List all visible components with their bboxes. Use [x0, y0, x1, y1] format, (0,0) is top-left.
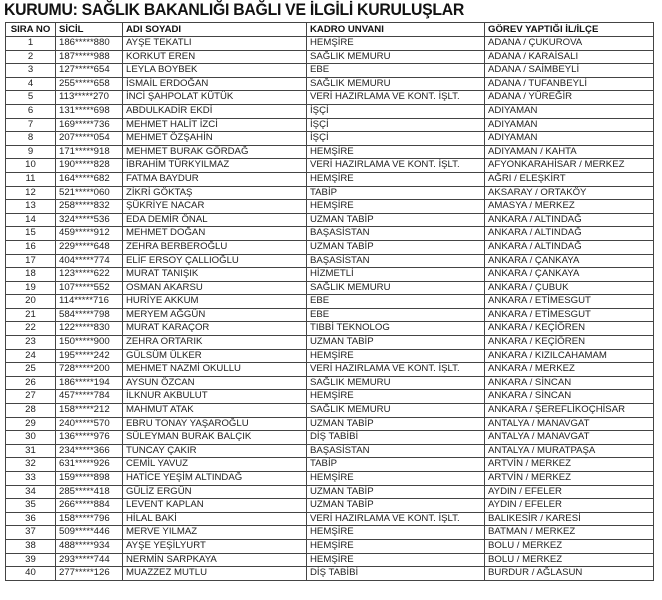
cell-gorev-yeri: ADIYAMAN [485, 104, 654, 118]
cell-kadro-unvani: HEMŞİRE [307, 349, 485, 363]
header-sicil: SİCİL [56, 23, 123, 37]
cell-sira-no: 20 [6, 295, 56, 309]
cell-gorev-yeri: BALIKESİR / KARESİ [485, 512, 654, 526]
table-row [6, 254, 654, 268]
cell-sicil: 207*****054 [56, 132, 123, 146]
table-row [6, 336, 654, 350]
cell-sira-no: 3 [6, 64, 56, 78]
cell-sira-no: 38 [6, 539, 56, 553]
table-row [6, 349, 654, 363]
table-row [6, 499, 654, 513]
cell-adi-soyadi: ŞÜKRİYE NACAR [123, 200, 307, 214]
cell-sicil: 107*****552 [56, 281, 123, 295]
cell-sicil: 122*****830 [56, 322, 123, 336]
cell-sira-no: 30 [6, 431, 56, 445]
cell-sicil: 127*****654 [56, 64, 123, 78]
table-row [6, 567, 654, 581]
cell-sira-no: 8 [6, 132, 56, 146]
cell-gorev-yeri: AYDIN / EFELER [485, 485, 654, 499]
cell-gorev-yeri: ANKARA / ÇANKAYA [485, 254, 654, 268]
cell-sira-no: 11 [6, 172, 56, 186]
cell-kadro-unvani: EBE [307, 308, 485, 322]
cell-kadro-unvani: VERİ HAZIRLAMA VE KONT. İŞLT. [307, 363, 485, 377]
table-row [6, 472, 654, 486]
cell-sicil: 186*****194 [56, 376, 123, 390]
cell-kadro-unvani: HEMŞİRE [307, 172, 485, 186]
table-row [6, 77, 654, 91]
table-row [6, 64, 654, 78]
cell-sicil: 459*****912 [56, 227, 123, 241]
cell-sicil: 728*****200 [56, 363, 123, 377]
cell-adi-soyadi: FATMA BAYDUR [123, 172, 307, 186]
table-row [6, 118, 654, 132]
cell-sira-no: 21 [6, 308, 56, 322]
cell-adi-soyadi: ELİF ERSOY ÇALLIOĞLU [123, 254, 307, 268]
cell-kadro-unvani: EBE [307, 64, 485, 78]
cell-adi-soyadi: AYŞE YEŞİLYURT [123, 539, 307, 553]
cell-sicil: 187*****988 [56, 50, 123, 64]
cell-gorev-yeri: ANKARA / ALTINDAĞ [485, 240, 654, 254]
cell-sira-no: 17 [6, 254, 56, 268]
cell-gorev-yeri: ANKARA / ALTINDAĞ [485, 227, 654, 241]
cell-sira-no: 4 [6, 77, 56, 91]
cell-sira-no: 5 [6, 91, 56, 105]
table-row [6, 431, 654, 445]
cell-gorev-yeri: ARTVİN / MERKEZ [485, 472, 654, 486]
cell-kadro-unvani: SAĞLIK MEMURU [307, 404, 485, 418]
cell-sira-no: 35 [6, 499, 56, 513]
cell-gorev-yeri: ADIYAMAN [485, 132, 654, 146]
cell-gorev-yeri: AFYONKARAHİSAR / MERKEZ [485, 159, 654, 173]
cell-sira-no: 12 [6, 186, 56, 200]
cell-sicil: 521*****060 [56, 186, 123, 200]
cell-sicil: 240*****570 [56, 417, 123, 431]
cell-adi-soyadi: NERMİN SARPKAYA [123, 553, 307, 567]
cell-gorev-yeri: ANKARA / SİNCAN [485, 390, 654, 404]
table-row [6, 145, 654, 159]
cell-kadro-unvani: VERİ HAZIRLAMA VE KONT. İŞLT. [307, 91, 485, 105]
cell-kadro-unvani: HEMŞİRE [307, 526, 485, 540]
table-row [6, 458, 654, 472]
cell-sicil: 457*****784 [56, 390, 123, 404]
cell-gorev-yeri: ANKARA / ETİMESGUT [485, 295, 654, 309]
cell-gorev-yeri: ANKARA / KEÇİÖREN [485, 336, 654, 350]
cell-sicil: 190*****828 [56, 159, 123, 173]
table-row [6, 268, 654, 282]
cell-gorev-yeri: BURDUR / AĞLASUN [485, 567, 654, 581]
cell-adi-soyadi: OSMAN AKARSU [123, 281, 307, 295]
cell-sicil: 131*****698 [56, 104, 123, 118]
cell-sira-no: 24 [6, 349, 56, 363]
table-row [6, 444, 654, 458]
cell-adi-soyadi: ZİKRİ GÖKTAŞ [123, 186, 307, 200]
cell-gorev-yeri: ANTALYA / MANAVGAT [485, 431, 654, 445]
cell-sicil: 195*****242 [56, 349, 123, 363]
cell-sicil: 114*****716 [56, 295, 123, 309]
cell-adi-soyadi: MEHMET ÖZŞAHİN [123, 132, 307, 146]
cell-sicil: 113*****270 [56, 91, 123, 105]
personnel-table [5, 22, 654, 581]
cell-sira-no: 16 [6, 240, 56, 254]
cell-kadro-unvani: HEMŞİRE [307, 553, 485, 567]
cell-kadro-unvani: UZMAN TABİP [307, 417, 485, 431]
table-row [6, 200, 654, 214]
cell-kadro-unvani: BAŞASİSTAN [307, 444, 485, 458]
cell-adi-soyadi: HURİYE AKKUM [123, 295, 307, 309]
cell-kadro-unvani: VERİ HAZIRLAMA VE KONT. İŞLT. [307, 512, 485, 526]
cell-adi-soyadi: CEMİL YAVUZ [123, 458, 307, 472]
cell-adi-soyadi: MERVE YILMAZ [123, 526, 307, 540]
table-row [6, 376, 654, 390]
cell-adi-soyadi: ZEHRA ORTARIK [123, 336, 307, 350]
cell-sicil: 150*****900 [56, 336, 123, 350]
table-row [6, 485, 654, 499]
cell-adi-soyadi: LEVENT KAPLAN [123, 499, 307, 513]
cell-gorev-yeri: BOLU / MERKEZ [485, 553, 654, 567]
cell-kadro-unvani: HEMŞİRE [307, 37, 485, 51]
cell-sicil: 509*****446 [56, 526, 123, 540]
table-row [6, 295, 654, 309]
header-adi-soyadi: ADI SOYADI [123, 23, 307, 37]
table-row [6, 417, 654, 431]
cell-kadro-unvani: HEMŞİRE [307, 472, 485, 486]
cell-sicil: 255*****658 [56, 77, 123, 91]
cell-adi-soyadi: İLKNUR AKBULUT [123, 390, 307, 404]
cell-adi-soyadi: SÜLEYMAN BURAK BALÇIK [123, 431, 307, 445]
cell-kadro-unvani: İŞÇİ [307, 132, 485, 146]
cell-sicil: 258*****832 [56, 200, 123, 214]
cell-kadro-unvani: HEMŞİRE [307, 390, 485, 404]
cell-kadro-unvani: VERİ HAZIRLAMA VE KONT. İŞLT. [307, 159, 485, 173]
header-sira-no: SIRA NO [6, 23, 56, 37]
cell-adi-soyadi: İNCİ ŞAHPOLAT KÜTÜK [123, 91, 307, 105]
table-body [6, 37, 654, 581]
cell-adi-soyadi: MAHMUT ATAK [123, 404, 307, 418]
cell-sira-no: 32 [6, 458, 56, 472]
table-row [6, 404, 654, 418]
cell-sira-no: 26 [6, 376, 56, 390]
cell-adi-soyadi: TUNCAY ÇAKIR [123, 444, 307, 458]
cell-adi-soyadi: ABDULKADİR EKDİ [123, 104, 307, 118]
cell-gorev-yeri: ADANA / TUFANBEYLİ [485, 77, 654, 91]
cell-sira-no: 37 [6, 526, 56, 540]
cell-adi-soyadi: MERYEM AĞGÜN [123, 308, 307, 322]
table-row [6, 322, 654, 336]
cell-sira-no: 23 [6, 336, 56, 350]
cell-gorev-yeri: ADANA / SAİMBEYLİ [485, 64, 654, 78]
cell-sira-no: 25 [6, 363, 56, 377]
cell-kadro-unvani: İŞÇİ [307, 118, 485, 132]
cell-sicil: 631*****926 [56, 458, 123, 472]
cell-kadro-unvani: DİŞ TABİBİ [307, 431, 485, 445]
cell-kadro-unvani: TIBBİ TEKNOLOG [307, 322, 485, 336]
cell-gorev-yeri: ANKARA / KIZILCAHAMAM [485, 349, 654, 363]
table-header-row [6, 23, 654, 37]
cell-sicil: 164*****682 [56, 172, 123, 186]
cell-sira-no: 33 [6, 472, 56, 486]
table-row [6, 363, 654, 377]
cell-gorev-yeri: AĞRI / ELEŞKİRT [485, 172, 654, 186]
cell-kadro-unvani: UZMAN TABİP [307, 213, 485, 227]
cell-adi-soyadi: HATİCE YEŞİM ALTINDAĞ [123, 472, 307, 486]
cell-sicil: 584*****798 [56, 308, 123, 322]
cell-gorev-yeri: ARTVİN / MERKEZ [485, 458, 654, 472]
cell-sira-no: 36 [6, 512, 56, 526]
cell-adi-soyadi: KORKUT EREN [123, 50, 307, 64]
cell-adi-soyadi: MURAT TANIŞIK [123, 268, 307, 282]
cell-adi-soyadi: GÜLSÜM ÜLKER [123, 349, 307, 363]
cell-sira-no: 29 [6, 417, 56, 431]
table-row [6, 227, 654, 241]
cell-sira-no: 31 [6, 444, 56, 458]
cell-kadro-unvani: UZMAN TABİP [307, 499, 485, 513]
cell-gorev-yeri: ANKARA / ETİMESGUT [485, 308, 654, 322]
cell-gorev-yeri: ANKARA / ŞEREFLİKOÇHİSAR [485, 404, 654, 418]
cell-kadro-unvani: SAĞLIK MEMURU [307, 376, 485, 390]
cell-sira-no: 22 [6, 322, 56, 336]
table-row [6, 308, 654, 322]
cell-kadro-unvani: DİŞ TABİBİ [307, 567, 485, 581]
cell-sicil: 488*****934 [56, 539, 123, 553]
cell-adi-soyadi: EDA DEMİR ÖNAL [123, 213, 307, 227]
table-row [6, 390, 654, 404]
cell-sicil: 158*****212 [56, 404, 123, 418]
cell-gorev-yeri: AMASYA / MERKEZ [485, 200, 654, 214]
cell-adi-soyadi: MEHMET HALİT İZCİ [123, 118, 307, 132]
cell-sicil: 324*****536 [56, 213, 123, 227]
cell-gorev-yeri: ANKARA / MERKEZ [485, 363, 654, 377]
cell-gorev-yeri: ADANA / ÇUKUROVA [485, 37, 654, 51]
cell-gorev-yeri: AYDIN / EFELER [485, 499, 654, 513]
table-row [6, 186, 654, 200]
cell-gorev-yeri: ADIYAMAN / KAHTA [485, 145, 654, 159]
table-row [6, 240, 654, 254]
cell-sicil: 171*****918 [56, 145, 123, 159]
cell-adi-soyadi: ZEHRA BERBEROĞLU [123, 240, 307, 254]
table-row [6, 132, 654, 146]
table-row [6, 281, 654, 295]
cell-kadro-unvani: UZMAN TABİP [307, 485, 485, 499]
cell-gorev-yeri: ANKARA / ALTINDAĞ [485, 213, 654, 227]
cell-sicil: 404*****774 [56, 254, 123, 268]
cell-sicil: 277*****126 [56, 567, 123, 581]
cell-gorev-yeri: AKSARAY / ORTAKÖY [485, 186, 654, 200]
cell-kadro-unvani: HİZMETLİ [307, 268, 485, 282]
header-gorev-yeri: GÖREV YAPTIĞI İL/İLÇE [485, 23, 654, 37]
table-row [6, 213, 654, 227]
cell-sira-no: 34 [6, 485, 56, 499]
cell-adi-soyadi: HİLAL BAKİ [123, 512, 307, 526]
table-row [6, 104, 654, 118]
cell-gorev-yeri: BOLU / MERKEZ [485, 539, 654, 553]
cell-adi-soyadi: MEHMET NAZMİ OKULLU [123, 363, 307, 377]
cell-gorev-yeri: ANKARA / ÇUBUK [485, 281, 654, 295]
cell-sira-no: 28 [6, 404, 56, 418]
cell-adi-soyadi: MEHMET BURAK GÖRDAĞ [123, 145, 307, 159]
cell-gorev-yeri: ANTALYA / MURATPAŞA [485, 444, 654, 458]
header-kadro-unvani: KADRO UNVANI [307, 23, 485, 37]
cell-sicil: 158*****796 [56, 512, 123, 526]
cell-kadro-unvani: HEMŞİRE [307, 200, 485, 214]
cell-adi-soyadi: AYŞE TEKATLI [123, 37, 307, 51]
table-row [6, 172, 654, 186]
cell-adi-soyadi: EBRU TONAY YAŞAROĞLU [123, 417, 307, 431]
table-row [6, 526, 654, 540]
cell-kadro-unvani: UZMAN TABİP [307, 336, 485, 350]
cell-sicil: 229*****648 [56, 240, 123, 254]
cell-sira-no: 10 [6, 159, 56, 173]
cell-kadro-unvani: HEMŞİRE [307, 539, 485, 553]
cell-sira-no: 7 [6, 118, 56, 132]
cell-kadro-unvani: HEMŞİRE [307, 145, 485, 159]
cell-kadro-unvani: SAĞLIK MEMURU [307, 50, 485, 64]
document-title: KURUMU: SAĞLIK BAKANLIĞI BAĞLI VE İLGİLİ KURULUŞLAR [4, 0, 465, 19]
cell-adi-soyadi: AYSUN ÖZCAN [123, 376, 307, 390]
cell-gorev-yeri: BATMAN / MERKEZ [485, 526, 654, 540]
cell-adi-soyadi: İSMAİL ERDOĞAN [123, 77, 307, 91]
cell-kadro-unvani: TABİP [307, 458, 485, 472]
cell-sira-no: 2 [6, 50, 56, 64]
table-row [6, 50, 654, 64]
cell-sicil: 293*****744 [56, 553, 123, 567]
cell-gorev-yeri: ADIYAMAN [485, 118, 654, 132]
cell-sira-no: 14 [6, 213, 56, 227]
cell-kadro-unvani: TABİP [307, 186, 485, 200]
cell-gorev-yeri: ADANA / KARAİSALI [485, 50, 654, 64]
cell-sicil: 285*****418 [56, 485, 123, 499]
cell-sira-no: 1 [6, 37, 56, 51]
cell-sira-no: 6 [6, 104, 56, 118]
cell-adi-soyadi: MURAT KARAÇOR [123, 322, 307, 336]
table-row [6, 91, 654, 105]
cell-sira-no: 13 [6, 200, 56, 214]
cell-sira-no: 9 [6, 145, 56, 159]
cell-sicil: 266*****884 [56, 499, 123, 513]
cell-sira-no: 40 [6, 567, 56, 581]
cell-sicil: 234*****366 [56, 444, 123, 458]
cell-kadro-unvani: EBE [307, 295, 485, 309]
cell-kadro-unvani: SAĞLIK MEMURU [307, 77, 485, 91]
cell-adi-soyadi: MEHMET DOĞAN [123, 227, 307, 241]
table-row [6, 37, 654, 51]
table-row [6, 553, 654, 567]
cell-sicil: 159*****898 [56, 472, 123, 486]
cell-sira-no: 39 [6, 553, 56, 567]
table-row [6, 512, 654, 526]
cell-gorev-yeri: ANKARA / ÇANKAYA [485, 268, 654, 282]
table-row [6, 539, 654, 553]
cell-sicil: 186*****880 [56, 37, 123, 51]
cell-adi-soyadi: MUAZZEZ MUTLU [123, 567, 307, 581]
cell-gorev-yeri: ANTALYA / MANAVGAT [485, 417, 654, 431]
cell-sicil: 123*****622 [56, 268, 123, 282]
cell-sira-no: 27 [6, 390, 56, 404]
cell-kadro-unvani: BAŞASİSTAN [307, 227, 485, 241]
table-row [6, 159, 654, 173]
cell-gorev-yeri: ANKARA / SİNCAN [485, 376, 654, 390]
cell-sira-no: 19 [6, 281, 56, 295]
cell-kadro-unvani: SAĞLIK MEMURU [307, 281, 485, 295]
cell-kadro-unvani: BAŞASİSTAN [307, 254, 485, 268]
cell-adi-soyadi: İBRAHİM TÜRKYILMAZ [123, 159, 307, 173]
cell-sicil: 169*****736 [56, 118, 123, 132]
cell-sira-no: 18 [6, 268, 56, 282]
cell-adi-soyadi: LEYLA BOYBEK [123, 64, 307, 78]
cell-kadro-unvani: UZMAN TABİP [307, 240, 485, 254]
cell-gorev-yeri: ANKARA / KEÇİÖREN [485, 322, 654, 336]
cell-kadro-unvani: İŞÇİ [307, 104, 485, 118]
cell-sira-no: 15 [6, 227, 56, 241]
cell-sicil: 136*****976 [56, 431, 123, 445]
cell-gorev-yeri: ADANA / YÜREĞİR [485, 91, 654, 105]
cell-adi-soyadi: GÜLİZ ERGÜN [123, 485, 307, 499]
